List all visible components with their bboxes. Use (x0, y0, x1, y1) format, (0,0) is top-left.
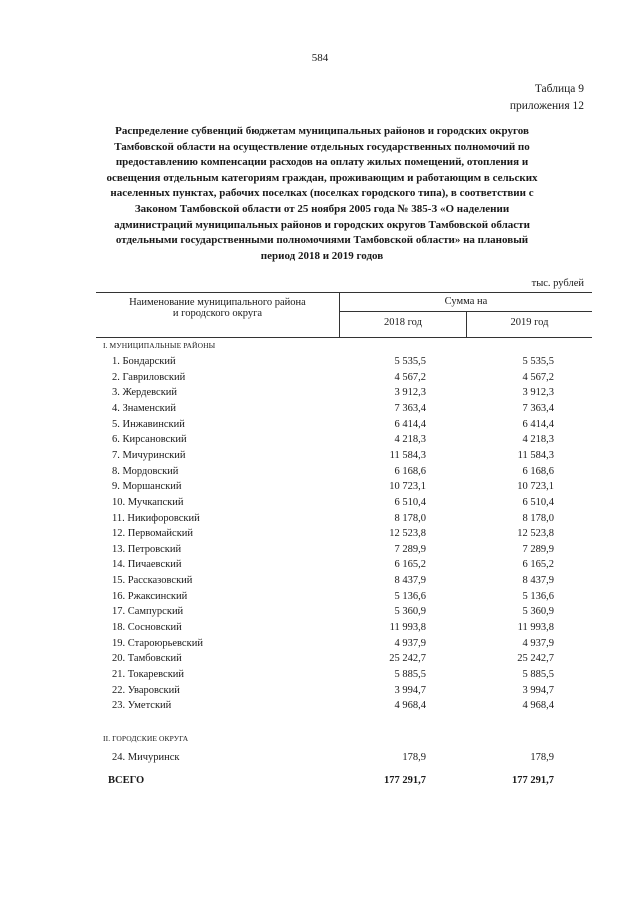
name-column-header-line: и городского округа (172, 308, 263, 319)
value-2018: 5 136,6 (394, 591, 426, 602)
year-2019-header: 2019 год (510, 317, 549, 328)
section-city-districts: II. ГОРОДСКИЕ ОКРУГА (103, 734, 189, 743)
district-name: 24. Мичуринск (112, 752, 180, 763)
table-top-border (96, 292, 592, 293)
table-row (0, 513, 640, 528)
district-name: 14. Пичаевский (112, 559, 182, 570)
value-2018: 6 414,4 (394, 419, 426, 430)
document-title (96, 124, 548, 264)
title-line: Распределение субвенций бюджетам муниципальных районов и городских округов (115, 125, 529, 137)
district-name: 9. Моршанский (112, 481, 182, 492)
value-2018: 3 994,7 (394, 685, 426, 696)
value-2019: 5 885,5 (522, 669, 554, 680)
table-row (0, 372, 640, 387)
district-name: 10. Мучкапский (112, 497, 184, 508)
table-row (0, 544, 640, 559)
value-2018: 178,9 (402, 752, 426, 763)
value-2018: 5 535,5 (394, 356, 426, 367)
district-name: 8. Мордовский (112, 466, 179, 477)
year-2018-header: 2018 год (384, 317, 422, 328)
table-row (0, 559, 640, 574)
title-line: населенных пунктах, рабочих поселках (поселках городского типа), в соответствии с (110, 187, 534, 200)
table-row (0, 434, 640, 449)
district-name: 12. Первомайский (112, 528, 194, 539)
value-2018: 10 723,1 (389, 481, 426, 492)
table-header-bottom-border (96, 337, 592, 338)
value-2018: 12 523,8 (389, 528, 426, 539)
table-row (0, 387, 640, 402)
name-column-header (100, 297, 335, 319)
sum-header: Сумма на (444, 296, 488, 307)
district-name: 21. Токаревский (112, 669, 185, 680)
title-line: Законом Тамбовской области от 25 ноября 2005 года № 385-З «О наделении (134, 202, 510, 215)
table-row (0, 403, 640, 418)
district-name: 5. Инжавинский (112, 419, 185, 430)
table-row (0, 653, 640, 668)
value-2019: 8 178,0 (522, 513, 554, 524)
table-row (0, 606, 640, 621)
value-2019: 6 414,4 (522, 419, 554, 430)
table-row (0, 700, 640, 715)
value-2019: 8 437,9 (522, 575, 554, 586)
value-2019: 4 567,2 (522, 372, 554, 383)
district-name: ВСЕГО (108, 775, 145, 786)
table-row (0, 497, 640, 512)
value-2018: 11 993,8 (389, 622, 426, 633)
district-name: 4. Знаменский (112, 403, 176, 414)
value-2018: 5 360,9 (394, 606, 426, 617)
value-2019: 177 291,7 (512, 775, 554, 786)
value-2018: 8 437,9 (394, 575, 426, 586)
value-2018: 4 968,4 (394, 700, 426, 711)
appendix-reference: приложения 12 (509, 100, 584, 112)
value-2018: 6 168,6 (394, 466, 426, 477)
total-row (0, 775, 640, 790)
district-name: 16. Ржаксинский (112, 591, 188, 602)
value-2019: 6 168,6 (522, 466, 554, 477)
value-2018: 4 937,9 (394, 638, 426, 649)
district-name: 13. Петровский (112, 544, 182, 555)
table-row (0, 669, 640, 684)
district-name: 17. Сампурский (112, 606, 184, 617)
section-municipal-districts: I. МУНИЦИПАЛЬНЫЕ РАЙОНЫ (103, 341, 216, 350)
units-label: тыс. рублей (531, 278, 584, 289)
value-2019: 7 289,9 (522, 544, 554, 555)
table-row (0, 481, 640, 496)
table-row (0, 575, 640, 590)
district-name: 2. Гавриловский (112, 372, 186, 383)
title-line: предоставлению компенсации расходов на оплату жилых помещений, отопления и (115, 156, 529, 169)
value-2019: 7 363,4 (522, 403, 554, 414)
district-name: 19. Староюрьевский (112, 638, 203, 649)
value-2018: 5 885,5 (394, 669, 426, 680)
title-line: Тамбовской области на осуществление отдельных государственных полномочий по (114, 140, 530, 153)
value-2019: 6 165,2 (522, 559, 554, 570)
value-2018: 8 178,0 (394, 513, 426, 524)
table-row (0, 591, 640, 606)
page-number: 584 (311, 52, 329, 64)
value-2019: 25 242,7 (517, 653, 554, 664)
table-row (0, 466, 640, 481)
value-2019: 5 535,5 (522, 356, 554, 367)
district-name: 22. Уваровский (112, 685, 180, 696)
value-2019: 6 510,4 (522, 497, 554, 508)
value-2018: 4 218,3 (394, 434, 426, 445)
value-2018: 177 291,7 (384, 775, 426, 786)
value-2018: 3 912,3 (394, 387, 426, 398)
value-2019: 11 993,8 (517, 622, 554, 633)
value-2019: 10 723,1 (517, 481, 554, 492)
value-2018: 25 242,7 (389, 653, 426, 664)
title-line: отдельными государственными полномочиями Тамбовской области» на плановый (115, 234, 529, 247)
value-2019: 5 136,6 (522, 591, 554, 602)
district-name: 18. Сосновский (112, 622, 182, 633)
value-2018: 4 567,2 (394, 372, 426, 383)
table-row (0, 450, 640, 465)
value-2019: 11 584,3 (517, 450, 554, 461)
title-line: администраций муниципальных районов и городских округов Тамбовской области (114, 218, 530, 231)
value-2019: 5 360,9 (522, 606, 554, 617)
value-2019: 12 523,8 (517, 528, 554, 539)
table-row (0, 528, 640, 543)
table-reference: Таблица 9 (534, 83, 584, 95)
district-name: 1. Бондарский (112, 356, 176, 367)
value-2018: 7 363,4 (394, 403, 426, 414)
district-name: 15. Рассказовский (112, 575, 193, 586)
value-2019: 3 994,7 (522, 685, 554, 696)
value-2019: 4 937,9 (522, 638, 554, 649)
value-2019: 3 912,3 (522, 387, 554, 398)
table-row (0, 419, 640, 434)
value-2018: 6 165,2 (394, 559, 426, 570)
value-2019: 4 968,4 (522, 700, 554, 711)
district-name: 20. Тамбовский (112, 653, 182, 664)
district-name: 11. Никифоровский (112, 513, 200, 524)
value-2019: 4 218,3 (522, 434, 554, 445)
district-name: 3. Жердевский (112, 387, 178, 398)
title-line: освещения отдельным категориям граждан, проживающим и работающим в сельских (106, 171, 538, 184)
value-2019: 178,9 (530, 752, 554, 763)
title-line: период 2018 и 2019 годов (260, 249, 384, 262)
district-name: 23. Уметский (112, 700, 172, 711)
district-name: 6. Кирсановский (112, 434, 187, 445)
value-2018: 7 289,9 (394, 544, 426, 555)
value-2018: 6 510,4 (394, 497, 426, 508)
table-row (0, 638, 640, 653)
value-2018: 11 584,3 (389, 450, 426, 461)
district-name: 7. Мичуринский (112, 450, 186, 461)
table-row (0, 752, 640, 767)
table-row (0, 622, 640, 637)
table-row (0, 356, 640, 371)
name-column-header-line: Наименование муниципального района (129, 297, 306, 308)
table-row (0, 685, 640, 700)
